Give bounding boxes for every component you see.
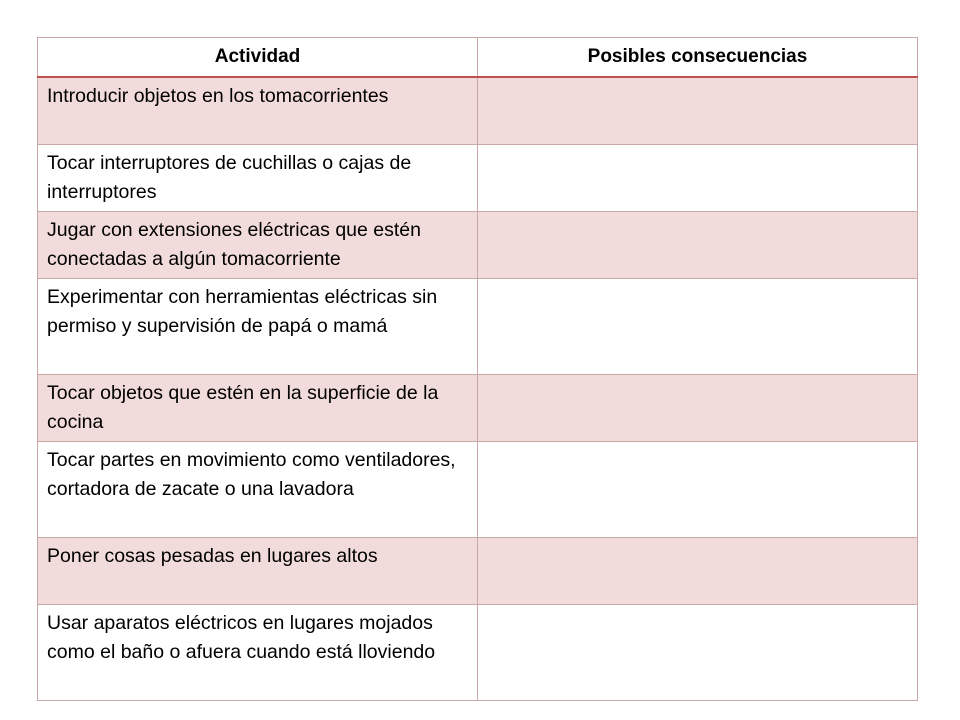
table-row bbox=[38, 604, 918, 700]
activity-cell: Tocar partes en movimiento como ventiladores, cortadora de zacate o una lavadora bbox=[38, 441, 478, 537]
activity-cell: Tocar interruptores de cuchillas o cajas de interruptores bbox=[38, 144, 478, 211]
consequence-cell[interactable] bbox=[478, 374, 918, 441]
header-consequences: Posibles consecuencias bbox=[478, 38, 918, 78]
table-row bbox=[38, 77, 918, 144]
activity-cell: Experimentar con herramientas eléctricas sin permiso y supervisión de papá o mamá bbox=[38, 278, 478, 374]
consequence-cell[interactable] bbox=[478, 537, 918, 604]
table-row bbox=[38, 278, 918, 374]
table-row bbox=[38, 211, 918, 278]
consequence-cell[interactable] bbox=[478, 604, 918, 700]
table-row bbox=[38, 374, 918, 441]
table-row bbox=[38, 144, 918, 211]
header-activity: Actividad bbox=[38, 38, 478, 78]
activity-cell: Poner cosas pesadas en lugares altos bbox=[38, 537, 478, 604]
consequence-cell[interactable] bbox=[478, 441, 918, 537]
consequence-cell[interactable] bbox=[478, 278, 918, 374]
table-row bbox=[38, 537, 918, 604]
table-row bbox=[38, 441, 918, 537]
activity-cell: Jugar con extensiones eléctricas que estén conectadas a algún tomacorriente bbox=[38, 211, 478, 278]
activity-table bbox=[37, 37, 918, 701]
activity-cell: Usar aparatos eléctricos en lugares mojados como el baño o afuera cuando está lloviendo bbox=[38, 604, 478, 700]
activity-cell: Tocar objetos que estén en la superficie de la cocina bbox=[38, 374, 478, 441]
consequence-cell[interactable] bbox=[478, 144, 918, 211]
consequence-cell[interactable] bbox=[478, 77, 918, 144]
activity-cell: Introducir objetos en los tomacorrientes bbox=[38, 77, 478, 144]
consequence-cell[interactable] bbox=[478, 211, 918, 278]
header-row bbox=[38, 38, 918, 78]
